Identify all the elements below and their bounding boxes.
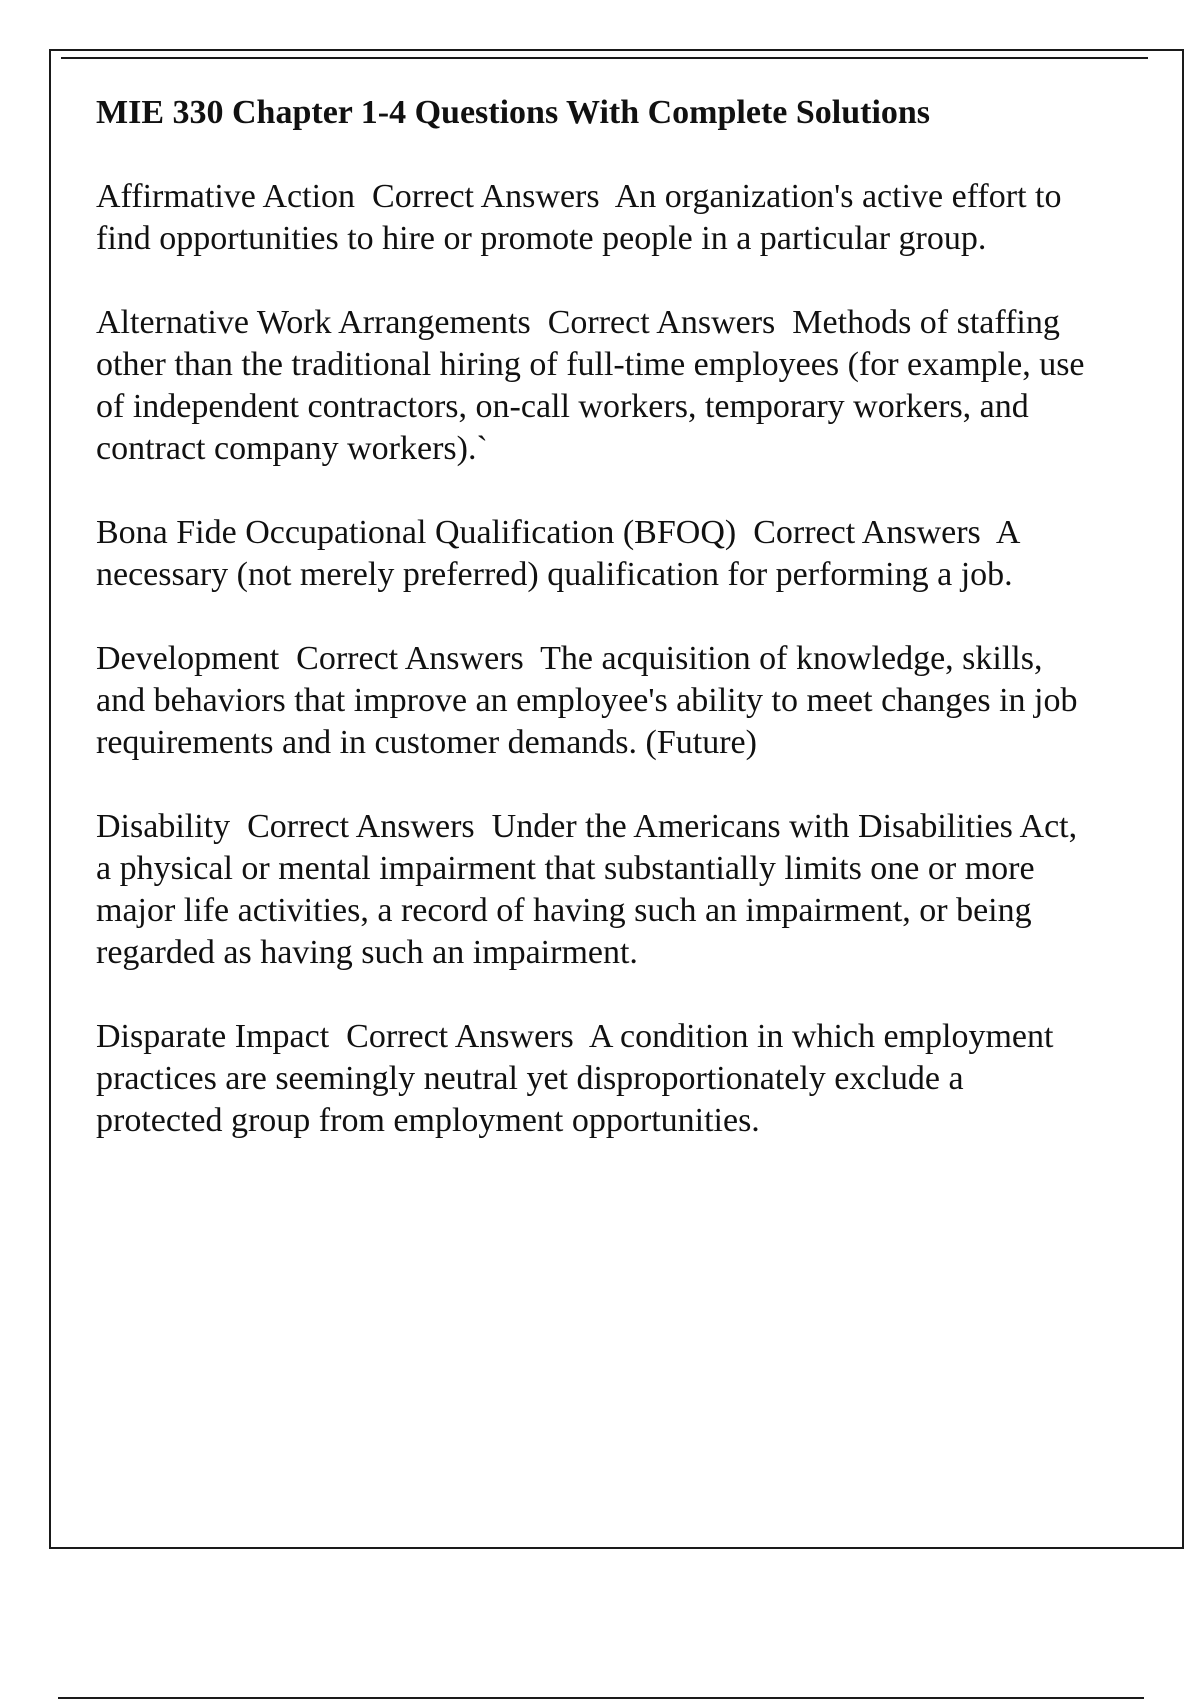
entry-definition: A condition in which employment practices are seemingly neutral yet disproportionately exclude a protected group from employment opportunities. — [96, 1018, 1062, 1139]
entry-term: Development — [96, 640, 280, 677]
bottom-rule — [58, 1697, 1144, 1699]
entry-definition: An organization's active effort to find opportunities to hire or promote people in a particular group. — [96, 178, 1070, 257]
entry-term: Disability — [96, 808, 231, 845]
entry-definition: A necessary (not merely preferred) qualification for performing a job. — [96, 514, 1028, 593]
qa-entry-alternative-work-arrangements — [96, 302, 1094, 470]
qa-entry-bfoq — [96, 512, 1086, 596]
entry-term: Bona Fide Occupational Qualification (BFOQ) — [96, 514, 737, 551]
entry-separator: Correct Answers — [296, 640, 524, 677]
entry-definition: The acquisition of knowledge, skills, and behaviors that improve an employee's ability to meet changes in job requirements and in customer demands. (Future) — [96, 640, 1086, 761]
entry-term: Alternative Work Arrangements — [96, 304, 531, 341]
entry-separator: Correct Answers — [247, 808, 475, 845]
document-body — [96, 92, 1094, 1184]
entry-definition: Under the Americans with Disabilities Act, a physical or mental impairment that substantially limits one or more major life activities, a record of having such an impairment, or being regarded as having such an impairment. — [96, 808, 1086, 971]
entry-definition: Methods of staffing other than the traditional hiring of full-time employees (for example, use of independent contractors, on-call workers, temporary workers, and contract company workers).` — [96, 304, 1094, 467]
document-title: MIE 330 Chapter 1-4 Questions With Complete Solutions — [96, 94, 931, 131]
entry-term: Affirmative Action — [96, 178, 356, 215]
qa-entry-development — [96, 638, 1086, 764]
entry-separator: Correct Answers — [753, 514, 981, 551]
top-rule — [61, 57, 1148, 59]
entry-separator: Correct Answers — [372, 178, 600, 215]
qa-entry-affirmative-action — [96, 176, 1086, 260]
qa-entry-disability — [96, 806, 1086, 974]
entry-term: Disparate Impact — [96, 1018, 330, 1055]
qa-entry-disparate-impact — [96, 1016, 1086, 1142]
entry-separator: Correct Answers — [346, 1018, 574, 1055]
entry-separator: Correct Answers — [547, 304, 776, 341]
